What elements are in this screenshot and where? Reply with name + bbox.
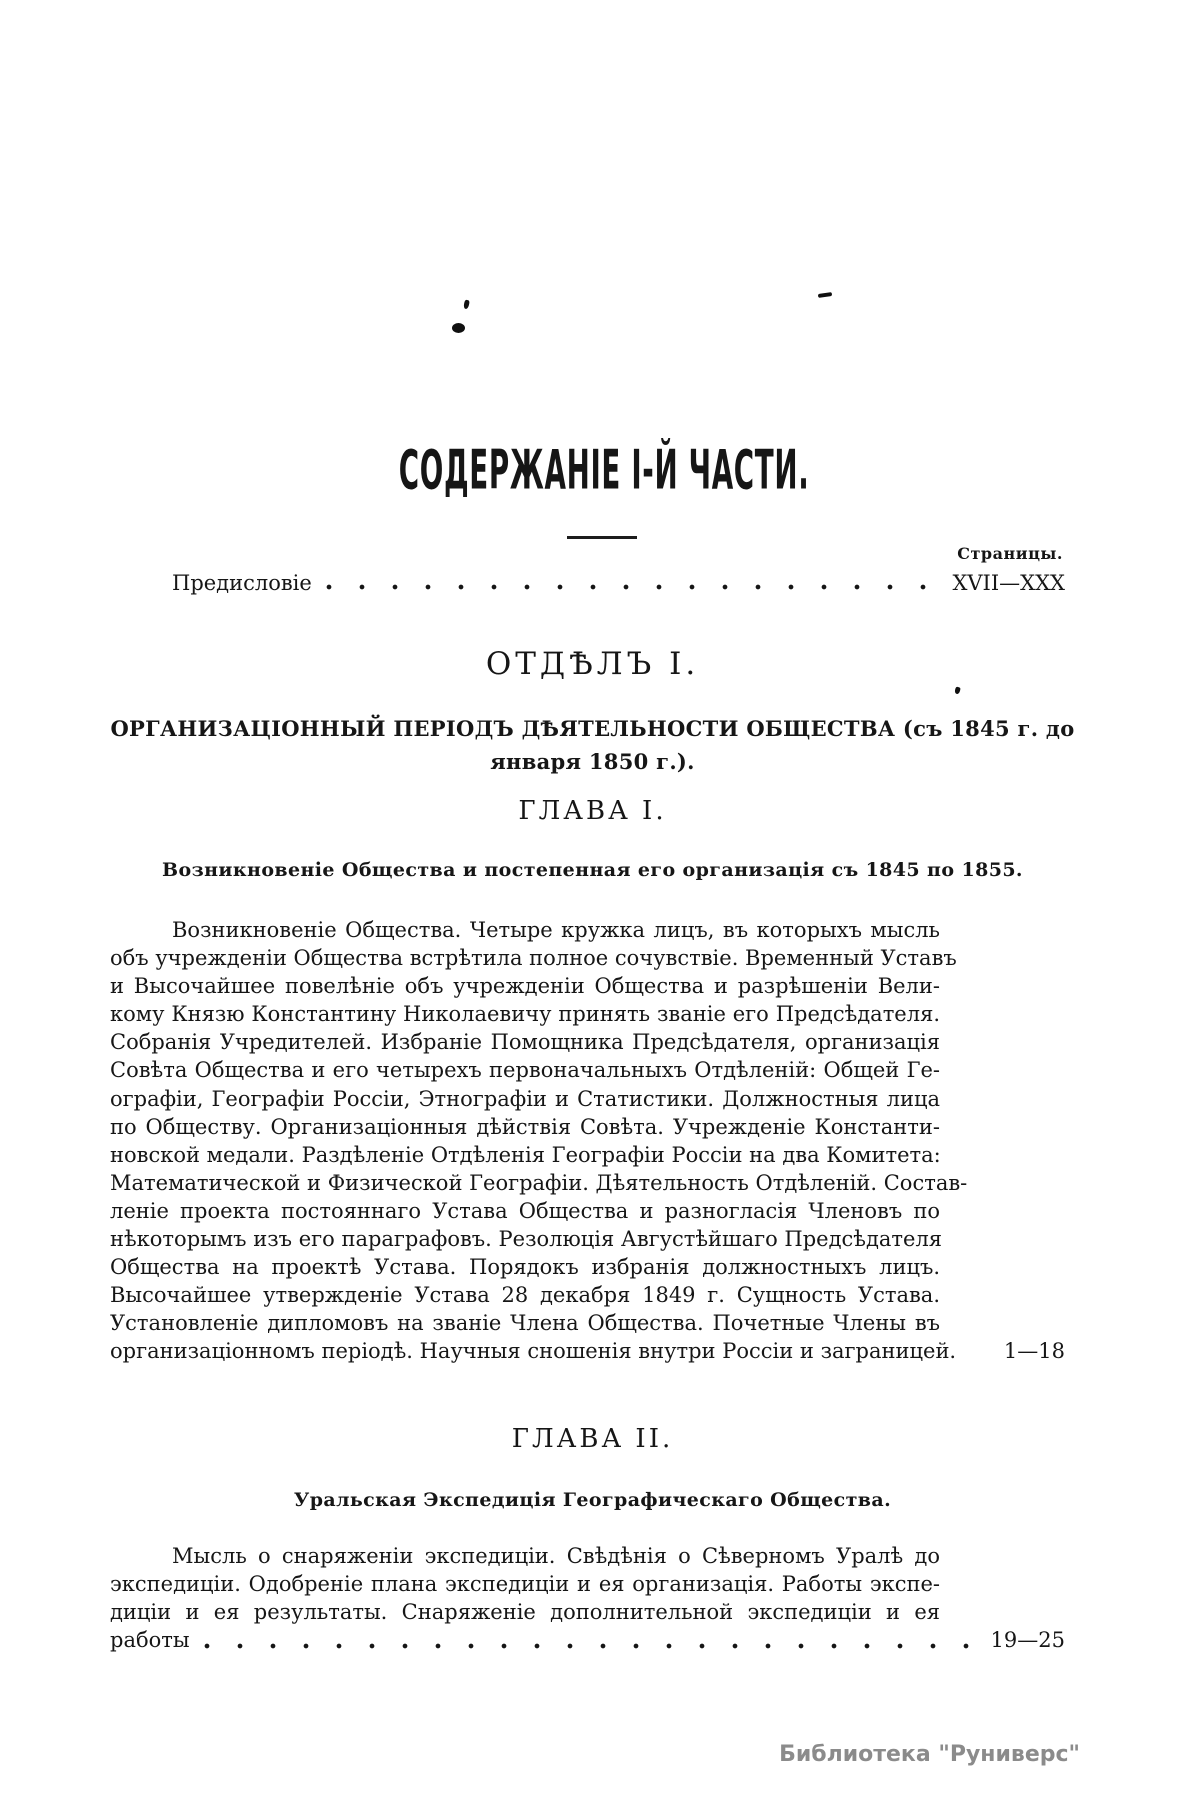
library-watermark: Библиотека "Руниверс" [779, 1742, 1080, 1767]
summary-line: Совѣта Общества и его четырехъ первоначальныхъ Отдѣленій: Общей Ге- [110, 1058, 940, 1083]
section-subtitle [110, 712, 1075, 778]
summary-line: диціи и ея результаты. Снаряженіе дополнительной экспедиціи и ея [110, 1600, 940, 1625]
summary-line: Установленіе дипломовъ на званіе Члена Общества. Почетные Члены въ [110, 1311, 940, 1336]
title-divider-rule [567, 536, 637, 539]
toc-entry-preface [172, 571, 1065, 595]
section-subtitle-line1: ОРГАНИЗАЦІОННЫЙ ПЕРІОДЪ ДѢЯТЕЛЬНОСТИ ОБЩЕСТВА (съ 1845 г. до [110, 716, 1075, 741]
summary-line: леніе проекта постояннаго Устава Общества и разногласія Членовъ по [110, 1198, 940, 1223]
summary-line: нѣкоторымъ изъ его параграфовъ. Резолюція Августѣйшаго Предсѣдателя [110, 1227, 943, 1252]
summary-line: объ учрежденіи Общества встрѣтила полное сочувствіе. Временный Уставъ [110, 946, 957, 971]
summary-line: работы [110, 1628, 190, 1653]
chapter-2-last-line [110, 1626, 1065, 1654]
chapter-2-heading: ГЛАВА II. [511, 1424, 674, 1454]
chapter-1-heading: ГЛАВА I. [518, 796, 667, 826]
dot-leader [326, 584, 943, 591]
summary-line: Общества на проектѣ Устава. Порядокъ избранія должностныхъ лицъ. [110, 1255, 940, 1280]
chapter-1-last-line [110, 1337, 1065, 1365]
chapter-2-summary [110, 1542, 1065, 1654]
preface-page-range: XVII—XXX [952, 571, 1065, 595]
summary-line: Математической и Физической Географіи. Дѣятельность Отдѣленій. Состав- [110, 1170, 968, 1195]
ink-speck [463, 300, 470, 310]
chapter-2-subtitle: Уральская Экспедиція Географическаго Общества. [293, 1489, 892, 1511]
chapter-2-page-range: 19—25 [990, 1628, 1065, 1653]
summary-line: кому Князю Константину Николаевичу принять званіе его Предсѣдателя. [110, 1002, 940, 1027]
summary-line: организаціонномъ періодѣ. Научныя сношенія внутри Россіи и заграницей. [110, 1339, 957, 1364]
summary-line: по Обществу. Организаціонныя дѣйствія Совѣта. Учрежденіе Константи- [110, 1114, 940, 1139]
chapter-1-page-range: 1—18 [1003, 1339, 1065, 1364]
preface-label: Предисловіе [172, 571, 312, 595]
summary-line: Высочайшее утвержденіе Устава 28 декабря 1849 г. Сущность Устава. [110, 1283, 940, 1308]
page-title: СОДЕРЖАНІЕ І-Й ЧАСТИ. [398, 438, 810, 502]
section-heading: ОТДѢЛЪ I. [485, 646, 700, 682]
section-subtitle-line2: января 1850 г.). [490, 749, 695, 774]
chapter-1-subtitle: Возникновеніе Общества и постепенная его организація съ 1845 по 1855. [162, 859, 1023, 881]
chapter-1-summary [110, 916, 1065, 1366]
ink-speck [954, 686, 961, 694]
summary-line: ографіи, Географіи Россіи, Этнографіи и Статистики. Должностныя лица [110, 1086, 940, 1111]
summary-line: Мысль о снаряженіи экспедиціи. Свѣдѣнія о Сѣверномъ Уралѣ до [172, 1544, 940, 1568]
summary-line: и Высочайшее повелѣніе объ учрежденіи Общества и разрѣшеніи Вели- [110, 974, 940, 999]
summary-line: экспедиціи. Одобреніе плана экспедиціи и ея организація. Работы экспе- [110, 1572, 940, 1597]
pages-column-label: Страницы. [957, 544, 1063, 563]
summary-line: новской медали. Раздѣленіе Отдѣленія Географіи Россіи на два Комитета: [110, 1142, 941, 1167]
ink-speck [452, 323, 465, 333]
ink-speck [818, 292, 832, 298]
summary-line: Возникновеніе Общества. Четыре кружка лицъ, въ которыхъ мысль [172, 918, 940, 942]
summary-line: Собранія Учредителей. Избраніе Помощника Предсѣдателя, организація [110, 1030, 940, 1055]
dot-leader [204, 1643, 981, 1650]
